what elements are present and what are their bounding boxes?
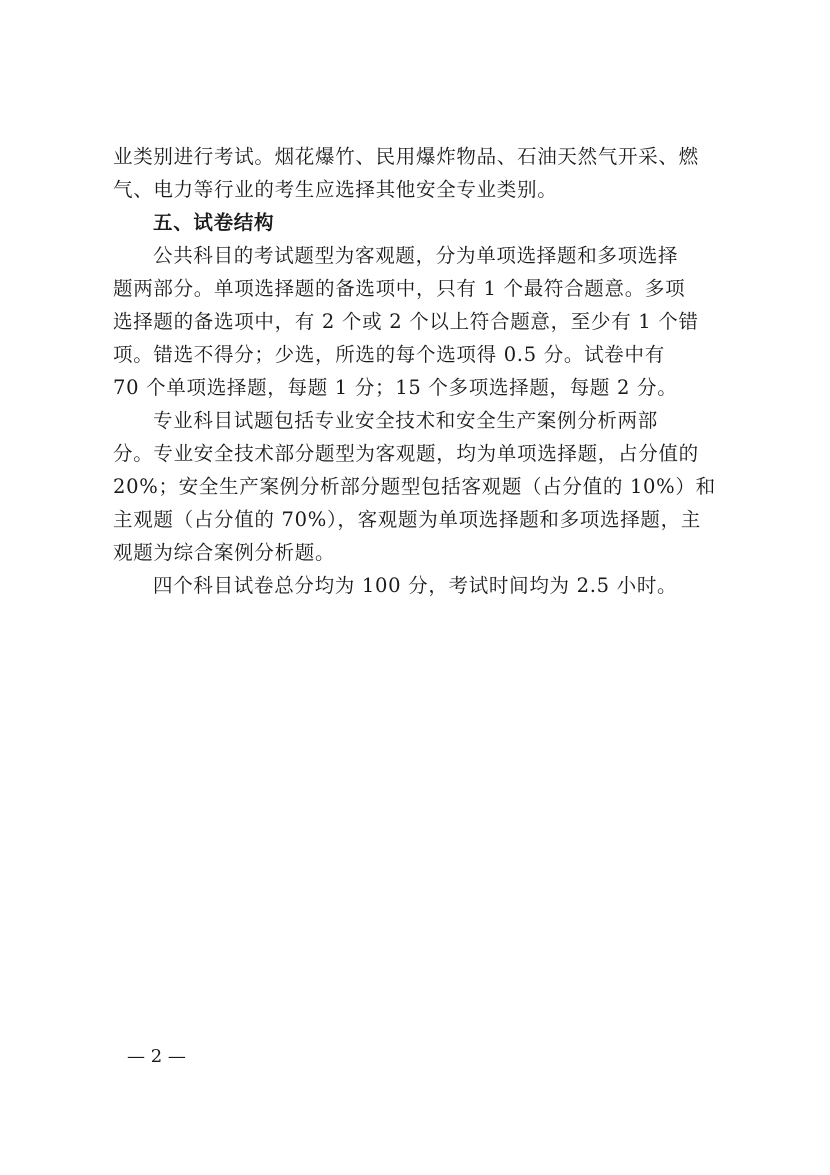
paragraph-line: 项。错选不得分；少选，所选的每个选项得 0.5 分。试卷中有 [113, 343, 665, 366]
document-body [113, 140, 720, 602]
paragraph-line: 业类别进行考试。烟花爆竹、民用爆炸物品、石油天然气开采、燃 [113, 145, 699, 168]
paragraph-line: 分。专业安全技术部分题型为客观题，均为单项选择题，占分值的 [113, 442, 699, 465]
paragraph-line: 20%；安全生产案例分析部分题型包括客观题（占分值的 10%）和 [113, 475, 716, 498]
paragraph-line: 题两部分。单项选择题的备选项中，只有 1 个最符合题意。多项 [113, 277, 686, 300]
paragraph-line: 70 个单项选择题，每题 1 分；15 个多项选择题，每题 2 分。 [113, 376, 678, 399]
paragraph-line: 气、电力等行业的考生应选择其他安全专业类别。 [113, 178, 558, 201]
paragraph-line: 四个科目试卷总分均为 100 分，考试时间均为 2.5 小时。 [153, 574, 678, 597]
paragraph-line: 选择题的备选项中，有 2 个或 2 个以上符合题意，至少有 1 个错 [113, 310, 699, 333]
paragraph-line: 公共科目的考试题型为客观题，分为单项选择题和多项选择 [153, 244, 679, 267]
paragraph-line: 专业科目试题包括专业安全技术和安全生产案例分析两部 [153, 409, 659, 432]
page-number: — 2 — [127, 1046, 186, 1067]
section-heading: 五、试卷结构 [153, 211, 275, 234]
paragraph-line: 主观题（占分值的 70%），客观题为单项选择题和多项选择题，主 [113, 508, 701, 531]
paragraph-line: 观题为综合案例分析题。 [113, 541, 336, 564]
